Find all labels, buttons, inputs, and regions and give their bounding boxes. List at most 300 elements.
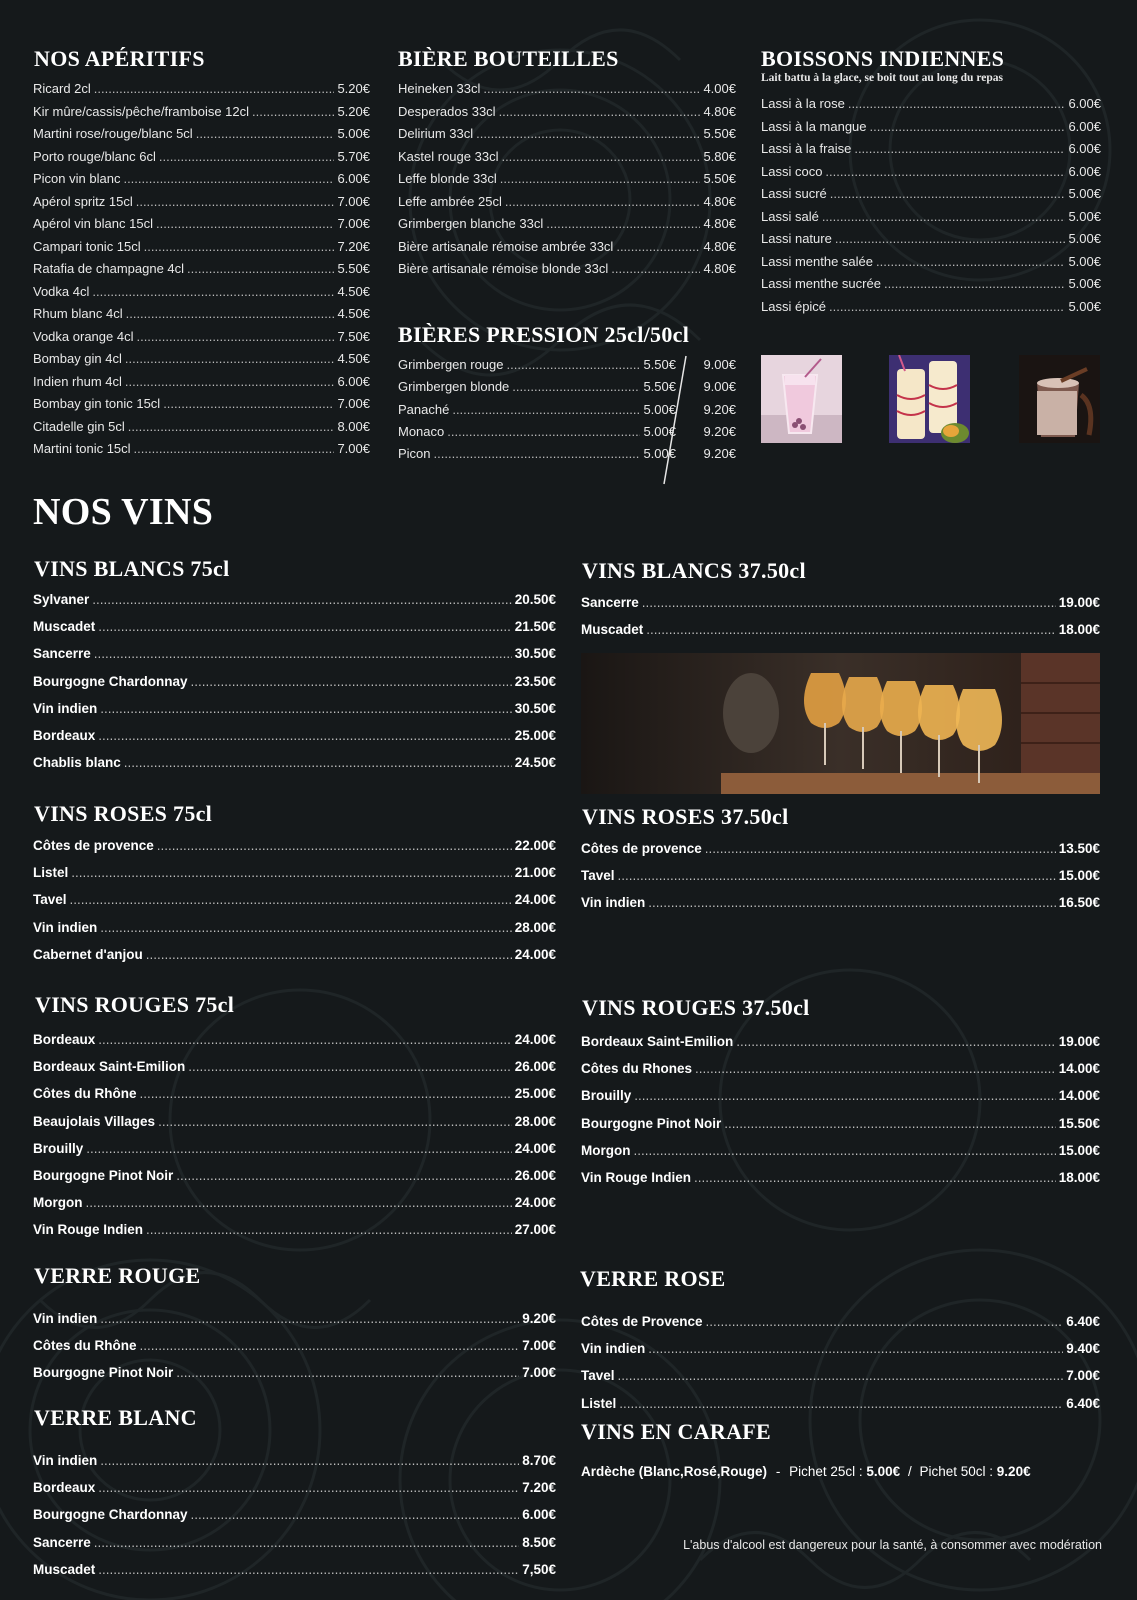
dot-leader [835, 228, 1066, 251]
item-price: 4.50€ [337, 306, 370, 321]
item-price: 28.00€ [514, 1113, 556, 1129]
menu-item [581, 616, 1100, 643]
vins-roses-75-title: VINS ROSES 75cl [34, 801, 213, 826]
item-name: Bombay gin tonic 15cl [33, 396, 161, 411]
dot-leader [100, 1305, 519, 1332]
menu-item [398, 236, 736, 259]
item-name: Ricard 2cl [33, 81, 91, 96]
menu-item [33, 1162, 556, 1189]
item-price: 22.00€ [514, 838, 556, 853]
item-name: Vin indien [581, 895, 646, 911]
item-name: Panaché [398, 401, 450, 417]
item-name: Sylvaner [33, 592, 90, 607]
menu-item [33, 438, 370, 461]
item-price: 7.00€ [337, 441, 370, 456]
dot-leader [100, 695, 511, 722]
vins-rouges-75-list [33, 1026, 556, 1244]
dot-leader [196, 123, 335, 146]
item-name: Bière artisanale rémoise blonde 33cl [398, 261, 609, 276]
item-price: 7.00€ [522, 1338, 556, 1354]
menu-item [33, 236, 370, 259]
menu-item [33, 1135, 556, 1162]
item-name: Lassi nature [761, 231, 832, 246]
boissons-indiennes-list [761, 93, 1101, 318]
item-name: Cabernet d'anjou [33, 946, 143, 962]
item-name: Delirium 33cl [398, 126, 474, 141]
item-price: 7,50€ [522, 1561, 556, 1577]
menu-item [581, 889, 1100, 916]
menu-item [33, 1332, 556, 1359]
menu-item [33, 123, 370, 146]
item-price: 6.40€ [1066, 1395, 1100, 1411]
vins-rouges-37-list [581, 1028, 1100, 1191]
dot-leader [123, 168, 334, 191]
item-price-25cl: 5.00€ [643, 423, 676, 439]
item-name: Apérol vin blanc 15cl [33, 216, 153, 231]
item-price: 5.00€ [1068, 231, 1101, 246]
item-name: Monaco [398, 423, 445, 439]
item-name: Apérol spritz 15cl [33, 193, 133, 209]
item-price: 30.50€ [514, 700, 556, 716]
item-price-50cl: 9.20€ [703, 423, 736, 439]
dot-leader [822, 206, 1066, 229]
item-price: 20.50€ [514, 592, 556, 607]
item-name: Picon [398, 446, 431, 462]
item-name: Ratafia de champagne 4cl [33, 261, 185, 276]
item-name: Lassi menthe salée [761, 253, 874, 269]
dot-leader [501, 146, 700, 169]
item-name: Côtes de Provence [581, 1314, 703, 1329]
menu-item [33, 191, 370, 214]
menu-item [761, 228, 1101, 251]
item-name: Vodka 4cl [33, 283, 90, 299]
dot-leader [642, 589, 1056, 616]
item-price: 18.00€ [1058, 1169, 1100, 1185]
dot-leader [876, 251, 1065, 274]
dot-leader [144, 236, 335, 259]
bieres-bouteilles-list [398, 78, 736, 281]
menu-item [33, 78, 370, 101]
item-name: Sancerre [33, 1534, 91, 1550]
item-name: Lassi sucré [761, 186, 827, 201]
dot-leader [191, 668, 512, 695]
menu-item [33, 213, 370, 236]
dot-leader [100, 914, 511, 941]
item-name: Lassi épicé [761, 298, 827, 314]
menu-item [33, 1080, 556, 1107]
menu-item [398, 168, 736, 191]
item-price: 6.40€ [1066, 1314, 1100, 1329]
item-name: Bourgogne Pinot Noir [33, 1167, 174, 1183]
menu-item [761, 296, 1101, 319]
item-price: 7.20€ [522, 1480, 556, 1496]
verre-blanc-list [33, 1447, 556, 1583]
dot-leader [128, 416, 335, 439]
item-name: Bière artisanale rémoise ambrée 33cl [398, 238, 614, 254]
item-price: 4.00€ [703, 81, 736, 96]
dot-leader [434, 443, 641, 465]
item-price: 4.80€ [703, 193, 736, 209]
item-name: Vin Rouge Indien [33, 1222, 144, 1238]
dot-leader [705, 835, 1056, 862]
dot-leader [98, 613, 511, 640]
item-price: 6.00€ [1068, 118, 1101, 134]
item-name: Vin indien [33, 1453, 98, 1468]
item-name: Vin indien [581, 1341, 646, 1357]
item-price: 25.00€ [514, 1086, 556, 1102]
menu-item [33, 303, 370, 326]
dot-leader [86, 1135, 511, 1162]
dot-leader [829, 296, 1065, 319]
dot-leader [854, 138, 1065, 161]
vins-en-carafe-title: VINS EN CARAFE [581, 1419, 771, 1444]
carafe-label-50: Pichet 50cl : [919, 1464, 994, 1479]
dot-leader [140, 1080, 512, 1107]
dot-leader [546, 213, 700, 236]
menu-item [33, 832, 556, 859]
menu-item [398, 191, 736, 214]
item-name: Tavel [33, 892, 67, 908]
menu-item [581, 1055, 1100, 1082]
item-price: 6.00€ [522, 1507, 556, 1523]
dot-leader [98, 722, 511, 749]
dot-leader [634, 1137, 1056, 1164]
wine-glasses-photo [581, 653, 1100, 794]
item-price: 24.50€ [514, 755, 556, 771]
menu-item [33, 1053, 556, 1080]
menu-item [581, 589, 1100, 616]
menu-item [581, 1137, 1100, 1164]
item-price: 7.00€ [337, 216, 370, 231]
item-price: 5.20€ [337, 81, 370, 96]
bieres-pression-title: BIÈRES PRESSION 25cl/50cl [398, 322, 690, 347]
item-price: 7.00€ [337, 193, 370, 209]
item-name: Bordeaux [33, 727, 96, 743]
item-price-25cl: 5.00€ [643, 446, 676, 462]
verre-rouge-title: VERRE ROUGE [34, 1263, 201, 1288]
item-price: 5.50€ [703, 126, 736, 141]
vins-blancs-75-list [33, 586, 556, 776]
item-name: Porto rouge/blanc 6cl [33, 148, 156, 164]
item-name: Grimbergen rouge [398, 357, 504, 372]
item-name: Côtes du Rhones [581, 1061, 693, 1077]
vins-blancs-75-title: VINS BLANCS 75cl [34, 556, 230, 581]
item-price: 25.00€ [514, 727, 556, 743]
menu-item [33, 941, 556, 968]
bieres-bouteilles-title: BIÈRE BOUTEILLES [398, 46, 619, 71]
menu-item [33, 101, 370, 124]
item-name: Muscadet [581, 622, 644, 638]
menu-item [398, 146, 736, 169]
item-price: 5.00€ [1068, 276, 1101, 291]
menu-item [33, 1501, 556, 1528]
verre-rose-list [581, 1308, 1100, 1417]
menu-item [398, 78, 736, 101]
aperitifs-list [33, 78, 370, 461]
vins-blancs-37-list [581, 589, 1100, 643]
dot-leader [191, 1501, 520, 1528]
vins-rouges-75-title: VINS ROUGES 75cl [35, 992, 235, 1017]
menu-item [33, 416, 370, 439]
item-price: 5.50€ [337, 261, 370, 276]
item-price: 5.00€ [1068, 208, 1101, 224]
dot-leader [648, 889, 1055, 916]
menu-item [33, 371, 370, 394]
item-name: Tavel [581, 1368, 615, 1384]
dot-leader [447, 421, 640, 443]
dot-leader [507, 354, 641, 376]
item-price-50cl: 9.20€ [703, 401, 736, 417]
dot-leader [176, 1359, 519, 1386]
verre-rose-title: VERRE ROSE [580, 1266, 726, 1291]
alcohol-warning: L'abus d'alcool est dangereux pour la santé, à consommer avec modération [683, 1538, 1102, 1552]
dot-leader [825, 161, 1065, 184]
item-name: Vin Rouge Indien [581, 1169, 692, 1185]
item-price: 21.00€ [514, 865, 556, 881]
dot-leader [848, 93, 1066, 116]
item-price: 24.00€ [514, 1032, 556, 1047]
aperitifs-title: NOS APÉRITIFS [34, 46, 205, 71]
menu-item [761, 93, 1101, 116]
item-name: Muscadet [33, 1561, 96, 1577]
item-name: Lassi à la fraise [761, 141, 852, 156]
menu-item [33, 1108, 556, 1135]
menu-item [398, 213, 736, 236]
item-price: 4.80€ [703, 261, 736, 276]
item-price: 6.00€ [337, 171, 370, 186]
item-price: 6.00€ [337, 373, 370, 389]
dot-leader [618, 862, 1056, 889]
dot-leader [125, 348, 335, 371]
item-price-50cl: 9.00€ [703, 357, 736, 372]
menu-item [398, 101, 736, 124]
vins-roses-37-title: VINS ROSES 37.50cl [582, 804, 789, 829]
boissons-indiennes-subtitle: Lait battu à la glace, se boit tout au long du repas [761, 72, 1003, 84]
item-price: 21.50€ [514, 619, 556, 635]
item-price: 16.50€ [1058, 895, 1100, 911]
vins-roses-37-list [581, 835, 1100, 917]
dot-leader [706, 1308, 1064, 1335]
item-name: Bombay gin 4cl [33, 351, 122, 366]
dot-leader [452, 399, 640, 421]
item-price: 6.00€ [1068, 96, 1101, 111]
dot-leader [176, 1162, 511, 1189]
dot-leader [71, 859, 511, 886]
item-name: Bordeaux [33, 1032, 96, 1047]
item-price: 9.40€ [1066, 1341, 1100, 1357]
item-price: 7.00€ [522, 1365, 556, 1381]
menu-item [33, 749, 556, 776]
item-name: Leffe blonde 33cl [398, 171, 497, 186]
dot-leader [98, 1474, 519, 1501]
menu-item [581, 1164, 1100, 1191]
item-name: Bourgogne Pinot Noir [33, 1365, 174, 1381]
menu-item [581, 1390, 1100, 1417]
menu-item [33, 1556, 556, 1583]
item-price: 7.20€ [337, 238, 370, 254]
item-name: Sancerre [581, 595, 639, 610]
item-name: Côtes du Rhône [33, 1338, 137, 1354]
dot-leader [505, 191, 701, 214]
item-price: 8.50€ [522, 1534, 556, 1550]
item-name: Lassi à la rose [761, 96, 845, 111]
item-name: Brouilly [33, 1140, 84, 1156]
item-price: 19.00€ [1058, 1034, 1100, 1049]
dot-leader [94, 78, 335, 101]
item-price: 9.20€ [522, 1311, 556, 1326]
item-price: 8.00€ [337, 418, 370, 434]
menu-item [761, 116, 1101, 139]
item-price: 24.00€ [514, 946, 556, 962]
item-name: Vin indien [33, 919, 98, 935]
item-name: Heineken 33cl [398, 81, 481, 96]
dot-leader [252, 101, 334, 124]
item-name: Côtes de provence [33, 838, 154, 853]
item-price: 14.00€ [1058, 1061, 1100, 1077]
item-name: Martini rose/rouge/blanc 5cl [33, 126, 193, 141]
dot-leader [648, 1335, 1063, 1362]
item-name: Rhum blanc 4cl [33, 306, 123, 321]
dot-leader [125, 371, 335, 394]
item-name: Bourgogne Pinot Noir [581, 1115, 722, 1131]
item-name: Indien rhum 4cl [33, 373, 122, 389]
menu-item [33, 1447, 556, 1474]
menu-item [761, 138, 1101, 161]
item-name: Desperados 33cl [398, 103, 496, 119]
item-name: Kastel rouge 33cl [398, 148, 499, 164]
item-price: 5.00€ [1068, 253, 1101, 269]
dot-leader [156, 213, 334, 236]
menu-item [33, 695, 556, 722]
item-price: 4.80€ [703, 238, 736, 254]
menu-item [33, 640, 556, 667]
item-price: 18.00€ [1058, 622, 1100, 638]
item-name: Vodka orange 4cl [33, 328, 134, 344]
dot-leader [188, 1053, 511, 1080]
carafe-line [581, 1464, 1031, 1479]
menu-item [33, 1359, 556, 1386]
menu-item [581, 862, 1100, 889]
item-price-25cl: 5.00€ [643, 401, 676, 417]
item-price: 6.00€ [1068, 141, 1101, 156]
dot-leader [483, 78, 700, 101]
item-price: 4.80€ [703, 103, 736, 119]
menu-item [581, 835, 1100, 862]
menu-item [33, 586, 556, 613]
item-name: Grimbergen blonde [398, 379, 510, 395]
carafe-separator: - [775, 1464, 781, 1479]
item-price: 24.00€ [514, 892, 556, 908]
dot-leader [830, 183, 1066, 206]
item-price: 28.00€ [514, 919, 556, 935]
item-price: 15.50€ [1058, 1115, 1100, 1131]
item-name: Bordeaux Saint-Emilion [581, 1034, 734, 1049]
item-name: Vin indien [33, 1311, 98, 1326]
dot-leader [611, 258, 700, 281]
dot-leader [98, 1556, 519, 1583]
item-price-50cl: 9.00€ [703, 379, 736, 395]
carafe-price-25: 5.00€ [866, 1464, 901, 1479]
item-name: Kir mûre/cassis/pêche/framboise 12cl [33, 103, 250, 119]
item-price: 23.50€ [514, 673, 556, 689]
verre-rouge-list [33, 1305, 556, 1387]
menu-item [33, 258, 370, 281]
menu-item [33, 1474, 556, 1501]
item-price: 5.80€ [703, 148, 736, 164]
item-price-50cl: 9.20€ [703, 446, 736, 462]
dot-leader [134, 438, 335, 461]
dot-leader [100, 1447, 519, 1474]
item-price: 24.00€ [514, 1140, 556, 1156]
item-price: 4.50€ [337, 283, 370, 299]
pink-lassi-photo [761, 355, 842, 443]
menu-item [33, 326, 370, 349]
item-name: Bourgogne Chardonnay [33, 673, 188, 689]
item-price: 26.00€ [514, 1167, 556, 1183]
item-name: Bordeaux [33, 1480, 96, 1496]
menu-item [33, 859, 556, 886]
dot-leader [884, 273, 1066, 296]
dot-leader [94, 640, 512, 667]
menu-item [581, 1308, 1100, 1335]
dot-leader [136, 191, 335, 214]
dot-leader [646, 616, 1055, 643]
mango-lassi-photo [889, 355, 970, 443]
vins-roses-75-list [33, 832, 556, 968]
item-name: Lassi coco [761, 163, 823, 179]
menu-item [761, 161, 1101, 184]
carafe-slash: / [907, 1464, 912, 1479]
menu-item [33, 668, 556, 695]
dot-leader [512, 376, 640, 398]
item-name: Listel [33, 865, 69, 881]
item-price: 7.00€ [1066, 1368, 1100, 1384]
menu-item [761, 183, 1101, 206]
item-price: 13.50€ [1058, 841, 1100, 856]
item-name: Muscadet [33, 619, 96, 635]
carafe-label-25: Pichet 25cl : [789, 1464, 863, 1479]
carafe-name: Ardèche (Blanc,Rosé,Rouge) [581, 1464, 768, 1479]
pression-divider-slash [660, 352, 690, 488]
item-price: 14.00€ [1058, 1088, 1100, 1104]
item-name: Vin indien [33, 700, 98, 716]
menu-item [33, 722, 556, 749]
dot-leader [124, 749, 512, 776]
dot-leader [618, 1362, 1064, 1389]
item-name: Martini tonic 15cl [33, 441, 131, 456]
dot-leader [140, 1332, 520, 1359]
item-name: Beaujolais Villages [33, 1113, 156, 1129]
dot-leader [695, 1055, 1056, 1082]
dot-leader [146, 941, 512, 968]
menu-item [33, 281, 370, 304]
menu-item [761, 206, 1101, 229]
item-name: Lassi menthe sucrée [761, 276, 881, 291]
vins-rouges-37-title: VINS ROUGES 37.50cl [582, 995, 810, 1020]
dot-leader [94, 1529, 519, 1556]
dot-leader [616, 236, 700, 259]
item-price: 6.00€ [1068, 163, 1101, 179]
item-price-25cl: 5.50€ [643, 379, 676, 395]
dot-leader [500, 168, 701, 191]
menu-item [33, 1529, 556, 1556]
dot-leader [157, 832, 512, 859]
item-name: Bourgogne Chardonnay [33, 1507, 188, 1523]
item-price: 30.50€ [514, 646, 556, 662]
item-name: Bordeaux Saint-Emilion [33, 1059, 186, 1075]
item-name: Lassi salé [761, 208, 819, 224]
dot-leader [736, 1028, 1055, 1055]
